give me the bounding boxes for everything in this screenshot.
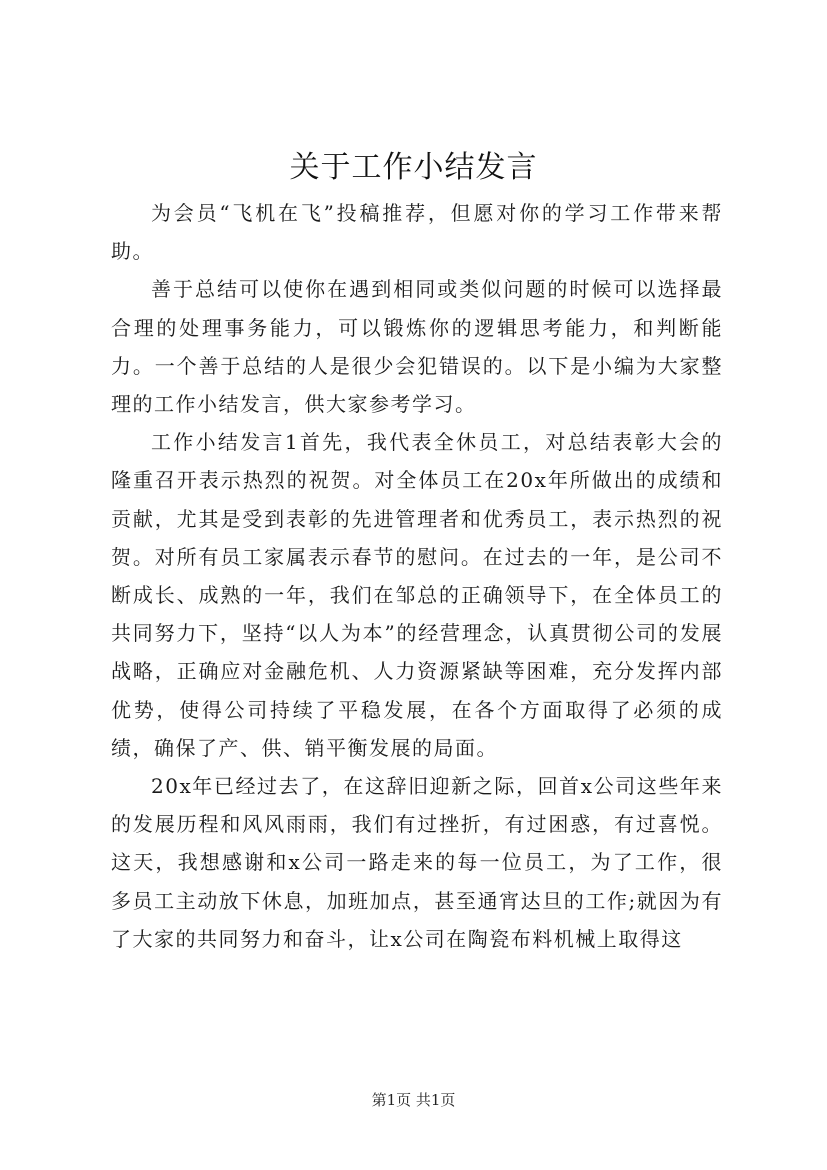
paragraph-summary-benefits: 善于总结可以使你在遇到相同或类似问题的时候可以选择最合理的处理事务能力，可以锻炼你的逻辑思考能力，和判断能力。一个善于总结的人是很少会犯错误的。以下是小编为大家整理的工作小结发言，供大家参考学习。 bbox=[111, 277, 723, 417]
document-title: 关于工作小结发言 bbox=[289, 150, 538, 185]
paragraph-intro: 为会员“飞机在飞”投稿推荐，但愿对你的学习工作带来帮助。 bbox=[111, 201, 723, 264]
document-body bbox=[111, 194, 723, 958]
page-number-footer: 第1页 共1页 bbox=[371, 1091, 456, 1109]
paragraph-speech-1: 工作小结发言1首先，我代表全休员工，对总结表彰大会的隆重召开表示热烈的祝贺。对全体员工在20x年所做出的成绩和贡献，尤其是受到表彰的先进管理者和优秀员工，表示热烈的祝贺。对所有员工家属表示春节的慰问。在过去的一年，是公司不断成长、成熟的一年，我们在邹总的正确领导下，在全体员工的共同努力下，坚持“以人为本”的经营理念，认真贯彻公司的发展战略，正确应对金融危机、人力资源紧缺等困难，充分发挥内部优势，使得公司持续了平稳发展，在各个方面取得了必须的成绩，确保了产、供、销平衡发展的局面。 bbox=[111, 430, 723, 760]
paragraph-speech-2: 20x年已经过去了，在这辞旧迎新之际，回首x公司这些年来的发展历程和风风雨雨，我们有过挫折，有过困惑，有过喜悦。这天，我想感谢和x公司一路走来的每一位员工，为了工作，很多员工主动放下休息，加班加点，甚至通宵达旦的工作;就因为有了大家的共同努力和奋斗，让x公司在陶瓷布料机械上取得这 bbox=[111, 774, 723, 951]
